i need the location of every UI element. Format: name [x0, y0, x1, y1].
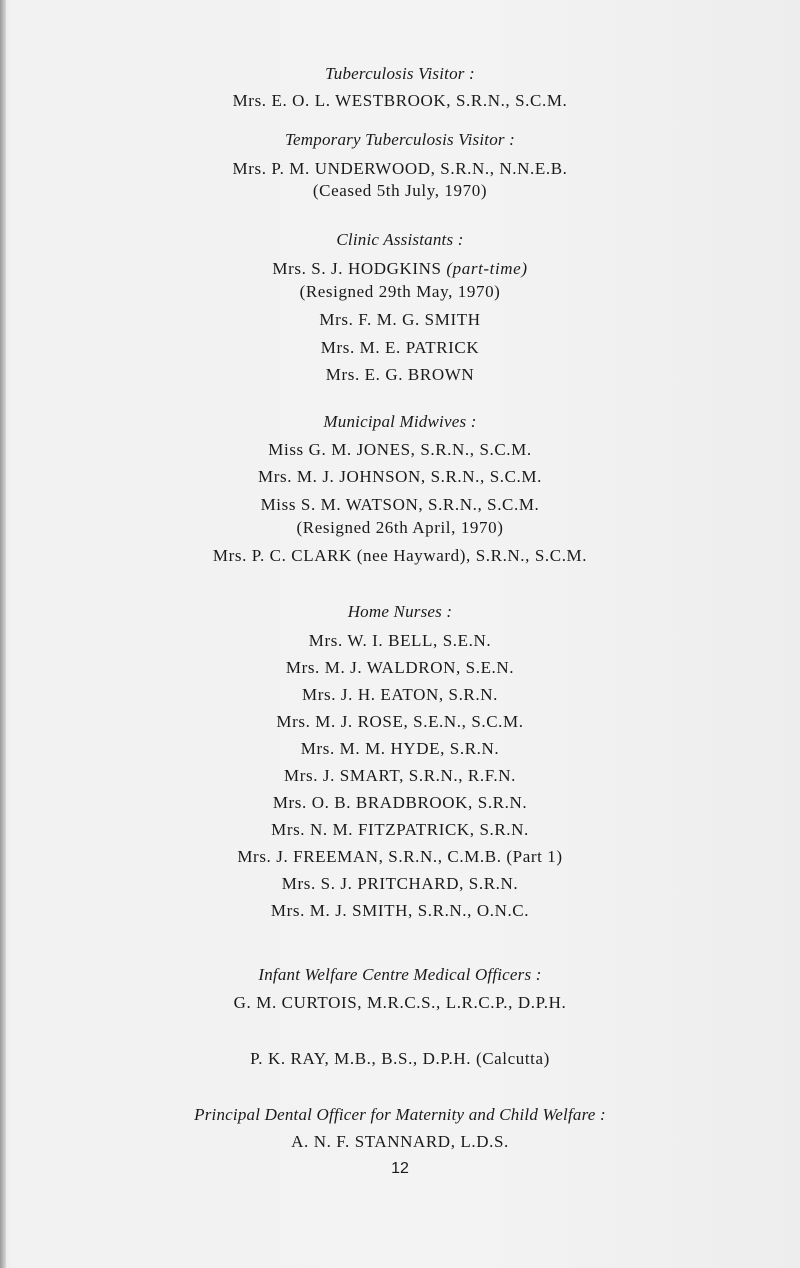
staff-line: Mrs. O. B. BRADBROOK, S.R.N.	[272, 793, 528, 812]
staff-line: Mrs. P. M. UNDERWOOD, S.R.N., N.N.E.B.	[232, 159, 568, 178]
staff-line	[0, 259, 800, 279]
staff-note-part-time: (part-time)	[446, 259, 528, 278]
heading-tuberculosis-visitor: Tuberculosis Visitor :	[325, 64, 475, 83]
staff-line: Mrs. M. M. HYDE, S.R.N.	[300, 739, 500, 758]
heading-temporary-tuberculosis-visitor: Temporary Tuberculosis Visitor :	[284, 130, 516, 149]
staff-line: Mrs. J. FREEMAN, S.R.N., C.M.B. (Part 1)	[237, 847, 563, 866]
page-number: 12	[391, 1160, 409, 1177]
staff-line: A. N. F. STANNARD, L.D.S.	[291, 1132, 509, 1151]
staff-line: Mrs. S. J. PRITCHARD, S.R.N.	[281, 874, 519, 893]
staff-name: Mrs. S. J. HODGKINS	[272, 259, 447, 278]
staff-line: Mrs. M. J. ROSE, S.E.N., S.C.M.	[276, 712, 524, 731]
staff-line: G. M. CURTOIS, M.R.C.S., L.R.C.P., D.P.H.	[233, 993, 567, 1012]
staff-line: Mrs. J. SMART, S.R.N., R.F.N.	[284, 766, 516, 785]
staff-line: Mrs. E. G. BROWN	[325, 365, 475, 384]
staff-line: Mrs. W. I. BELL, S.E.N.	[308, 631, 492, 650]
heading-principal-dental-officer: Principal Dental Officer for Maternity and Child Welfare :	[194, 1105, 606, 1124]
staff-note: (Resigned 26th April, 1970)	[296, 518, 504, 537]
staff-line: Miss S. M. WATSON, S.R.N., S.C.M.	[260, 495, 540, 514]
staff-note: (Resigned 29th May, 1970)	[299, 282, 501, 301]
staff-note: (Ceased 5th July, 1970)	[312, 181, 488, 200]
heading-municipal-midwives: Municipal Midwives :	[323, 412, 477, 431]
staff-line: P. K. RAY, M.B., B.S., D.P.H. (Calcutta)	[250, 1049, 550, 1068]
staff-line: Mrs. M. J. SMITH, S.R.N., O.N.C.	[270, 901, 530, 920]
staff-line: Miss G. M. JONES, S.R.N., S.C.M.	[268, 440, 532, 459]
staff-line: Mrs. M. J. JOHNSON, S.R.N., S.C.M.	[258, 467, 542, 486]
heading-home-nurses: Home Nurses :	[347, 602, 453, 621]
staff-line: Mrs. N. M. FITZPATRICK, S.R.N.	[271, 820, 529, 839]
staff-line: Mrs. J. H. EATON, S.R.N.	[302, 685, 498, 704]
staff-line: Mrs. E. O. L. WESTBROOK, S.R.N., S.C.M.	[232, 91, 568, 110]
staff-line: Mrs. P. C. CLARK (nee Hayward), S.R.N., S.C.M.	[212, 546, 588, 565]
heading-infant-welfare-medical-officers: Infant Welfare Centre Medical Officers :	[258, 965, 542, 984]
staff-line: Mrs. M. E. PATRICK	[320, 338, 480, 357]
staff-line: Mrs. M. J. WALDRON, S.E.N.	[285, 658, 515, 677]
staff-line: Mrs. F. M. G. SMITH	[319, 310, 481, 329]
heading-clinic-assistants: Clinic Assistants :	[336, 230, 464, 249]
